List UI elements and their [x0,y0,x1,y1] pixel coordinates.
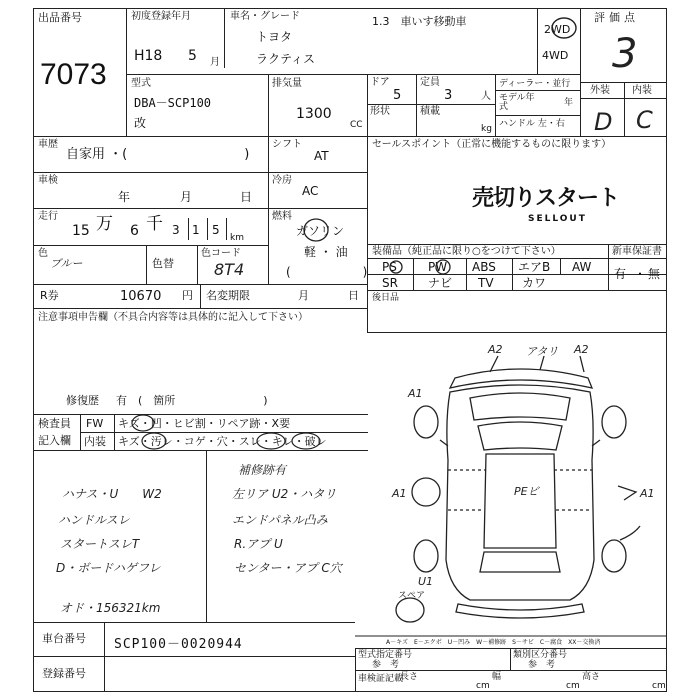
name-change-day: 日 [348,289,359,302]
capacity-value: 3 [444,88,453,103]
model-code-value: DBA－SCP100 [134,96,212,110]
wid-unit: cm [566,681,580,691]
mileage-n2: 6 [130,223,139,239]
mileage-unit: km [230,233,244,243]
vehicle-maker: トヨタ [256,30,293,44]
vehicle-model: ラクティス [256,52,316,66]
chassis-label: 車台番号 [42,632,86,645]
equip-tv: TV [478,276,494,290]
hand-note-1: ハナス・U W2 [62,487,162,501]
displacement-label: 排気量 [272,78,302,89]
entry-interior: 内装 [84,435,106,448]
color-change-label: 色替 [152,257,174,270]
fuel-other: ( ) [286,265,368,279]
mileage-n1: 15 [72,223,90,239]
diagram-mark-a2-left: A2 [488,343,503,356]
lot-number: 7073 [40,58,107,91]
fuel-label: 燃料 [272,211,292,222]
rating-int-label: 内装 [632,85,652,96]
rating-score: 3 [612,31,638,77]
diagram-mark-a1-left: A1 [392,487,407,500]
hand-note-6: 補修跡有 [238,463,287,477]
cat-ref: 参 考 [372,660,400,670]
model-year-unit: 年 [564,98,574,108]
handle-label: ハンドル 左・右 [499,119,565,129]
len-unit: cm [476,681,490,691]
rating-ext: D [594,108,613,136]
entry-items: キズ・汚レ・コゲ・穴・スレ・キレ・破レ [118,435,327,448]
mileage-d1: 3 [172,223,180,237]
sales-point-label: セールスポイント（正常に機能するものに限ります） [372,139,612,150]
repair-label: 修復歴 [66,394,99,407]
hgt-label: 高さ [582,672,601,682]
first-reg-label: 初度登録年月 [131,11,191,22]
class-label: 類別区分番号 [513,650,568,660]
rating-label: 評価点 [594,11,639,24]
rating-ext-label: 外装 [590,85,610,96]
equip-pw: PW [428,260,448,274]
first-reg-month: 5 [188,48,197,64]
sellout-stamp-main: 売切りスタート [472,186,620,211]
hand-note-9: R.アプ U [234,537,283,551]
inspection-label: 車検 [38,175,58,186]
displacement-value: 1300 [296,106,332,122]
name-change-label: 名変期限 [206,289,250,302]
diagram-mark-a1-right: A1 [640,487,655,500]
recycle-value: 10670 [120,289,162,304]
hand-note-5: オド・156321km [60,601,161,615]
equip-aw: AW [572,260,592,274]
mileage-u1: 万 [96,214,113,234]
vehicle-grade: 1.3 車いす移動車 [372,15,467,28]
entry-label: 記入欄 [38,434,71,447]
equip-navi: ナビ [428,276,453,290]
fuel-gasoline: ガソリン [296,224,345,238]
capacity-unit: 人 [481,91,491,102]
recycle-unit: 円 [182,289,193,302]
warranty-yes: 有 [614,267,627,281]
rating-int: C [636,106,653,134]
sellout-stamp-sub: SELLOUT [528,214,587,224]
mileage-d2: 1 [192,223,200,237]
fuel-light-oil: 軽 ・ 油 [304,245,348,259]
equipment-label: 装備品（純正品に限り○をつけて下さい） [372,246,561,257]
recycle-label: R券 [40,289,59,302]
shape-label: 形状 [370,106,390,117]
cat-label: 型式指定番号 [358,650,413,660]
inspector-items: キズ・凹・ヒビ割・リペア跡・X要 [118,417,291,430]
ac-value: AC [302,184,319,198]
equip-leather: カワ [522,276,547,290]
inspection-day: 日 [240,190,253,204]
hand-note-4: D・ボードハゲフレ [56,561,161,575]
hand-note-2: ハンドルスレ [58,513,130,527]
hand-note-3: スタートスレT [60,537,140,551]
diagram-legend: A－キズ E－エクボ U－凹み W－補修跡 S－サビ C－腐食 XX－交換済 [386,639,601,646]
diagram-mark-u1: U1 [418,575,434,588]
shift-label: シフト [272,139,302,150]
ac-label: 冷房 [272,175,292,186]
load-label: 積載 [420,106,440,117]
inspection-year: 年 [118,190,131,204]
model-code-suffix: 改 [134,116,147,130]
dealer-label: ディーラー・並行 [499,79,571,89]
len-label: 長さ [400,672,419,682]
displacement-unit: CC [350,120,363,130]
registration-label: 登録番号 [42,667,86,680]
diagram-mark-a1-front: A1 [408,387,423,400]
class-ref: 参 考 [528,660,556,670]
first-reg-month-unit: 月 [210,57,220,68]
load-unit: kg [481,124,492,134]
equip-sr: SR [382,276,398,290]
notes-label: 注意事項申告欄（不具合内容等は具体的に記入して下さい） [38,312,308,323]
color-label: 色 [38,248,48,259]
first-reg-year: H18 [134,48,163,64]
hand-note-7: 左リア U2・ハタリ [232,487,337,501]
model-year-label: モデル年式 [499,93,535,112]
inspection-month: 月 [180,190,193,204]
mileage-label: 走行 [38,211,58,222]
diagram-spare-label: スペア [398,591,426,601]
drive-4wd: 4WD [542,49,569,62]
doors-label: ドア [370,77,390,88]
vehicle-label: 車名・グレード [230,11,300,22]
history-label: 車歴 [38,139,58,150]
rear-seat-label: 後日品 [372,293,400,303]
color-value: ブルー [50,257,83,270]
warranty-sep: ・ [634,267,647,281]
spec-ref-label: 車検証記載 [358,674,404,684]
chassis-value: SCP100－0020944 [114,637,243,652]
inspector-fw: FW [86,417,104,430]
repair-value: 有 ( 箇所 ) [116,394,268,407]
color-code: 8T4 [214,260,245,279]
inspector-label: 検査員 [38,417,71,430]
mileage-u2: 千 [146,214,163,234]
hand-note-8: エンドパネル凸み [232,513,328,527]
model-code-label: 型式 [131,78,151,89]
history-value: 自家用 ・( ) [66,147,250,162]
wid-label: 幅 [492,672,502,682]
diagram-mark-a2-right: A2 [574,343,589,356]
shift-value: AT [314,149,329,163]
lot-label: 出品番号 [38,11,82,24]
drive-2wd: 2WD [544,23,571,36]
equip-airbag: エアB [518,260,551,274]
capacity-label: 定員 [420,77,440,88]
hgt-unit: cm [652,681,666,691]
mileage-d3: 5 [212,223,220,237]
doors-value: 5 [393,88,402,103]
equip-abs: ABS [472,260,496,274]
warranty-no: 無 [648,267,661,281]
hand-note-10: センター・アプ C穴 [234,561,342,575]
diagram-mark-atari: アタリ [526,345,559,358]
warranty-label: 新車保証書 [612,246,662,257]
equip-ps: PS [382,260,397,274]
color-code-label: 色コード [201,248,241,259]
name-change-month: 月 [298,289,309,302]
diagram-mark-center: PEビ [514,485,539,498]
